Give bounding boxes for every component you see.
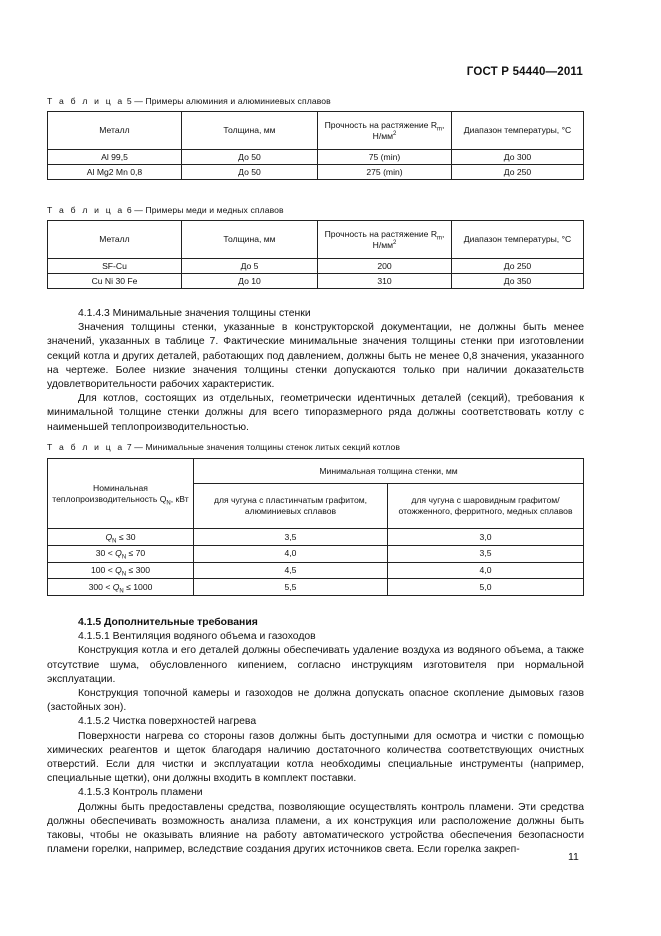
table6-caption: Т а б л и ц а 6 — Примеры меди и медных сплавов (47, 205, 284, 215)
page-number: 11 (568, 851, 579, 863)
table7 (47, 458, 584, 596)
table6-header-strength: Прочность на растяжение $R_m$, $Н/мм^2$ (318, 221, 452, 259)
table6 (47, 220, 584, 289)
paragraph: Значения толщины стенки, указанные в конструкторской документации, не должны быть менее значений, указанных в таблице 7. Фактические минимальные значения толщины стенки при изготовлении секций котла и других деталей, работающих под давлением, должны быть не менее 0,8 значения, указанного на чертеже. Более низкие значения толщины стенки допускаются только при наличии доказательств удовлетворительности рабочих характеристик. (47, 322, 584, 391)
table5-header-temperature: Диапазон температуры, °С (452, 112, 584, 150)
table6-header-metal: Металл (48, 221, 182, 259)
paragraph: Конструкция котла и его деталей должны обеспечивать удаление воздуха из водяного объема, а также отсутствие шума, обусловленного кипением, согласно инструкциям изготовителя при нормальной эксплуатации. (47, 645, 584, 685)
table7-header-min-thickness: Минимальная толщина стенки, мм (194, 459, 584, 484)
table5-header-thickness: Толщина, мм (182, 112, 318, 150)
section-4151-title: 4.1.5.1 Вентиляция водяного объема и газоходов (78, 631, 316, 643)
table7-caption: Т а б л и ц а 7 — Минимальные значения толщины стенок литых секций котлов (47, 442, 401, 452)
section-4153-title: 4.1.5.3 Контроль пламени (78, 787, 203, 799)
table-row: Al Mg2 Mn 0,8 До 50 275 (min) До 250 (48, 165, 584, 180)
table7-header-lamellar: для чугуна с пластинчатым графитом, алюминиевых сплавов (194, 484, 388, 529)
table-row: $30 < Q_N \le 70$ 4,0 3,5 (48, 545, 584, 562)
section-4143 (47, 307, 584, 435)
paragraph: Поверхности нагрева со стороны газов должны быть доступными для осмотра и чистки с помощью химических реагентов и щеток благодаря наличию достаточного количества соответствующих очистных отверстий. Если для чистки и эксплуатации котла необходимы специальные инструменты (например, специальные щетки), они должны входить в комплект поставки. (47, 730, 584, 785)
table-row: Cu Ni 30 Fe До 10 310 До 350 (48, 274, 584, 289)
table5-header-strength: Прочность на растяжение $R_m$, $Н/мм^2$ (318, 112, 452, 150)
table7-header-row (48, 459, 584, 484)
table6-header-temperature: Диапазон температуры, °С (452, 221, 584, 259)
section-4152-title: 4.1.5.2 Чистка поверхностей нагрева (78, 716, 257, 728)
table5-header-row (48, 112, 584, 150)
document-id: ГОСТ Р 54440—2011 (466, 66, 583, 78)
paragraph: Для котлов, состоящих из отдельных, геометрически идентичных деталей (секций), требования к минимальной толщине стенки должны для всего типоразмерного ряда должны соответствовать котлу с наименьшей теплопроизводительностью. (47, 393, 584, 433)
paragraph: Конструкция топочной камеры и газоходов не должна допускать опасное скопление дымовых газов (застойных зон). (47, 688, 584, 714)
table-row: $300 < Q_N \le 1000$ 5,5 5,0 (48, 579, 584, 596)
table6-header-thickness: Толщина, мм (182, 221, 318, 259)
table5-caption: Т а б л и ц а 5 — Примеры алюминия и алюминиевых сплавов (47, 96, 331, 106)
table5-header-metal: Металл (48, 112, 182, 150)
section-4143-title: 4.1.4.3 Минимальные значения толщины стенки (78, 308, 311, 319)
table7-header-spheroidal: для чугуна с шаровидным графитом/отожженного, ферритного, медных сплавов (388, 484, 584, 529)
table-row: Al 99,5 До 50 75 (min) До 300 (48, 150, 584, 165)
table7-header-power: Номинальная теплопроизводительность $Q_N$, кВт (48, 459, 194, 529)
table6-header-row (48, 221, 584, 259)
table-row: $Q_N \le 30$ 3,5 3,0 (48, 529, 584, 546)
section-415 (47, 616, 584, 857)
section-415-title: 4.1.5 Дополнительные требования (78, 617, 258, 628)
table5 (47, 111, 584, 180)
table-row: SF-Cu До 5 200 До 250 (48, 259, 584, 274)
table-row: $100 < Q_N \le 300$ 4,5 4,0 (48, 562, 584, 579)
paragraph: Должны быть предоставлены средства, позволяющие осуществлять контроль пламени. Эти средства должны обеспечивать возможность анализа пламени, а их конструкция или расположение должны быть таковы, чтобы не оказывать влияние на работу автоматического устройства обеспечения безопасности пламени горелки, например, вследствие создания других источников света. Если горелка закреп- (47, 801, 584, 856)
